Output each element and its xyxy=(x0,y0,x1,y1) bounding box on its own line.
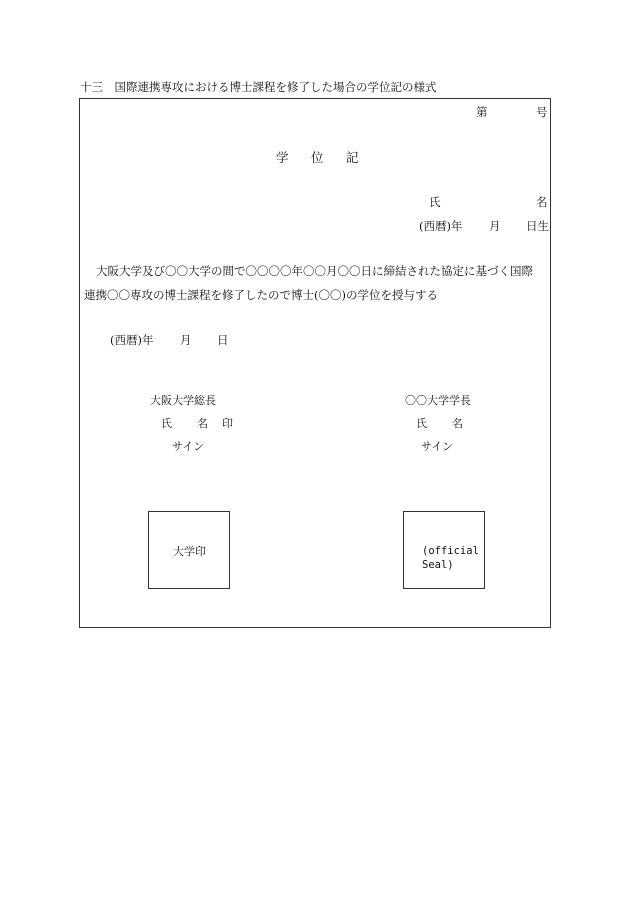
birth-month: 月 xyxy=(489,219,501,233)
title-char-1: 学 xyxy=(276,150,289,165)
left-signatory-sign: サイン xyxy=(172,440,205,453)
award-month: 月 xyxy=(180,333,192,347)
number-dai: 第 xyxy=(476,105,488,119)
award-era: (西暦)年 xyxy=(110,333,154,347)
recipient-name-left: 氏 xyxy=(429,195,441,209)
left-signatory-title: 大阪大学総長 xyxy=(150,394,216,407)
left-seal-label: 大学印 xyxy=(173,545,206,558)
form-heading: 十三 国際連携専攻における博士課程を修了した場合の学位記の様式 xyxy=(80,80,437,94)
body-line-1: 大阪大学及び〇〇大学の間で〇〇〇〇年〇〇月〇〇日に締結された協定に基づく国際 xyxy=(96,264,533,278)
right-seal-label: (official Seal) xyxy=(422,545,479,572)
right-signatory-title: 〇〇大学学長 xyxy=(405,394,471,407)
diploma-frame xyxy=(79,98,551,628)
number-go: 号 xyxy=(536,105,548,119)
birth-day: 日生 xyxy=(526,219,549,233)
right-signatory-name-a: 氏 xyxy=(416,417,427,430)
birth-era: (西暦)年 xyxy=(419,219,463,233)
right-seal-box xyxy=(403,511,485,589)
award-day: 日 xyxy=(217,333,229,347)
title-char-2: 位 xyxy=(311,150,324,165)
body-line-2: 連携〇〇専攻の博士課程を修了したので博士(〇〇)の学位を授与する xyxy=(84,288,438,302)
left-signatory-name-a: 氏 xyxy=(161,417,172,430)
right-signatory-sign: サイン xyxy=(421,440,454,453)
title-char-3: 記 xyxy=(346,150,359,165)
left-seal-box xyxy=(148,511,230,589)
left-signatory-name-b: 名 xyxy=(197,417,208,430)
right-signatory-name-b: 名 xyxy=(452,417,463,430)
recipient-name-right: 名 xyxy=(536,195,548,209)
left-signatory-seal-mark: 印 xyxy=(222,417,233,430)
